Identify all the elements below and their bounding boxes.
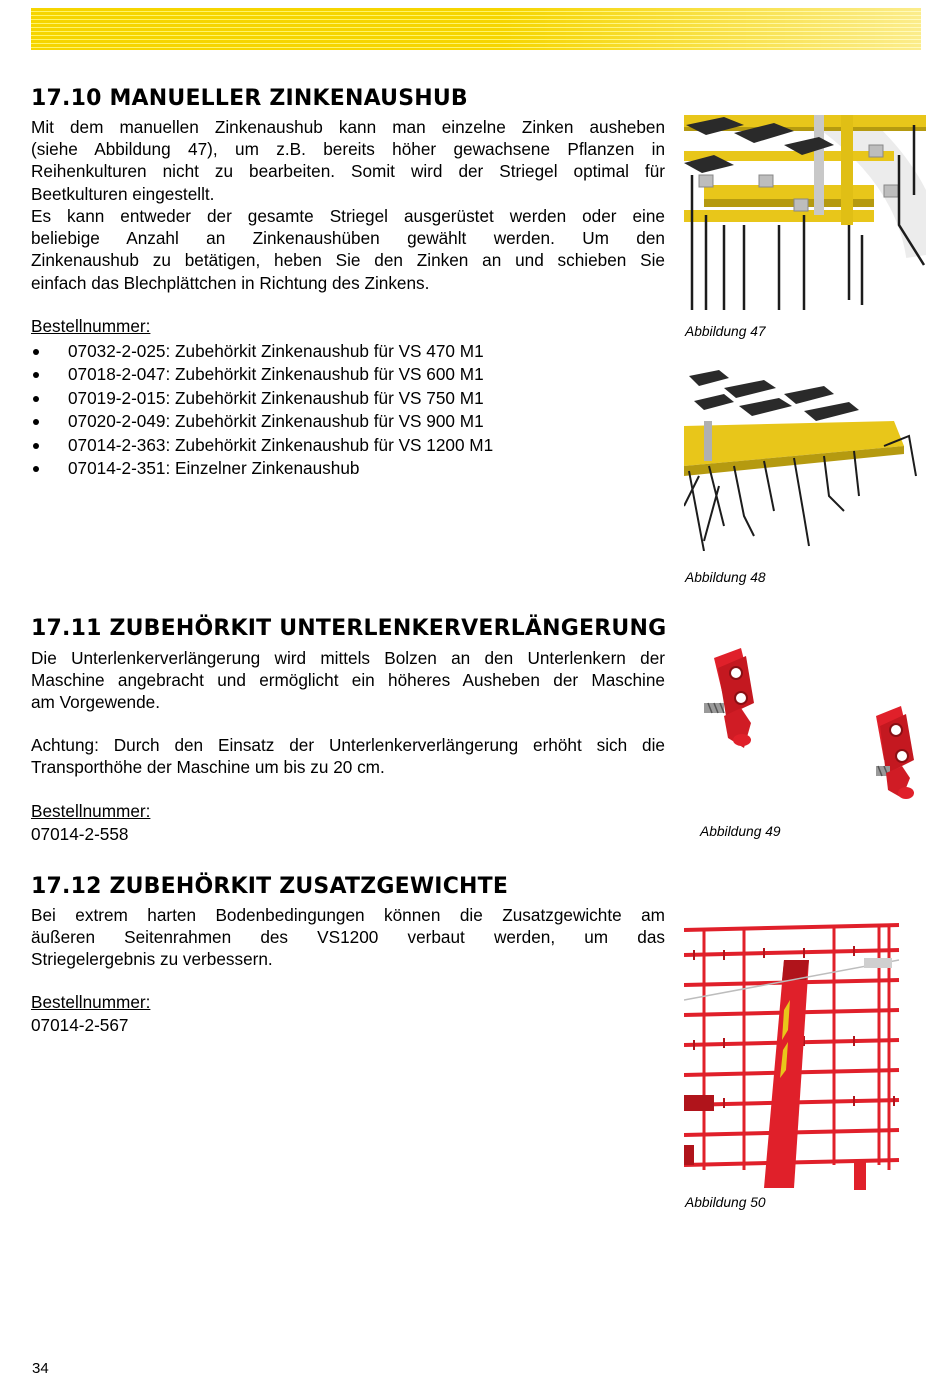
order-list — [31, 340, 493, 480]
figure-47-image — [684, 115, 926, 310]
list-item: 07014-2-363: Zubehörkit Zinkenaushub für VS 1200 M1 — [31, 434, 493, 457]
section-title-17-11: 17.11 ZUBEHÖRKIT UNTERLENKERVERLÄNGERUNG — [31, 616, 667, 641]
section-17-12-paragraph-1: Bei extrem harten Bodenbedingungen können die Zusatzgewichte am äußeren Seitenrahmen des VS1200 verbaut werden, um das Striegelergebnis zu verbessern. — [31, 905, 665, 970]
figure-49-caption: Abbildung 49 — [700, 824, 781, 839]
figure-48-image — [684, 366, 924, 551]
order-number-label: Bestellnummer: — [31, 801, 151, 821]
list-item: 07014-2-351: Einzelner Zinkenaushub — [31, 457, 493, 480]
figure-50-image — [684, 920, 906, 1192]
list-item: 07020-2-049: Zubehörkit Zinkenaushub für VS 900 M1 — [31, 410, 493, 433]
list-item: 07019-2-015: Zubehörkit Zinkenaushub für VS 750 M1 — [31, 387, 493, 410]
section-17-11-paragraph-1: Die Unterlenkerverlängerung wird mittels Bolzen an den Unterlenkern der Maschine angebracht und ermöglicht ein höheres Ausheben der Maschine am Vorgewende. — [31, 648, 665, 713]
figure-49-image — [696, 648, 922, 808]
section-17-11-paragraph-2: Achtung: Durch den Einsatz der Unterlenkerverlängerung erhöht sich die Transporthöhe der Maschine um bis zu 20 cm. — [31, 735, 665, 778]
list-item: 07032-2-025: Zubehörkit Zinkenaushub für VS 470 M1 — [31, 340, 493, 363]
section-title-17-10: 17.10 MANUELLER ZINKENAUSHUB — [31, 86, 468, 111]
section-title-17-12: 17.12 ZUBEHÖRKIT ZUSATZGEWICHTE — [31, 874, 509, 899]
list-item: 07018-2-047: Zubehörkit Zinkenaushub für VS 600 M1 — [31, 363, 493, 386]
order-number-value: 07014-2-558 — [31, 824, 129, 844]
figure-50-caption: Abbildung 50 — [685, 1195, 766, 1210]
page-number: 34 — [32, 1360, 49, 1377]
order-number-value: 07014-2-567 — [31, 1015, 129, 1035]
figure-47-caption: Abbildung 47 — [685, 324, 766, 339]
header-stripe-bar — [31, 8, 921, 50]
order-number-label: Bestellnummer: — [31, 316, 151, 336]
section-17-10-paragraph-1: Mit dem manuellen Zinkenaushub kann man einzelne Zinken ausheben (siehe Abbildung 47), um z.B. bereits höher gewachsene Pflanzen in Reihenkulturen nicht zu bearbeiten. Somit wird der Striegel optimal für Beetkulturen eingestellt. — [31, 117, 665, 204]
figure-48-caption: Abbildung 48 — [685, 570, 766, 585]
order-number-label: Bestellnummer: — [31, 992, 151, 1012]
section-17-10-paragraph-2: Es kann entweder der gesamte Striegel ausgerüstet werden oder eine beliebige Anzahl an Zinkenaushüben gewählt werden. Um den Zinkenaushub zu betätigen, heben Sie den Zinken an und schieben Sie einfach das Blechplättchen in Richtung des Zinkens. — [31, 206, 665, 293]
